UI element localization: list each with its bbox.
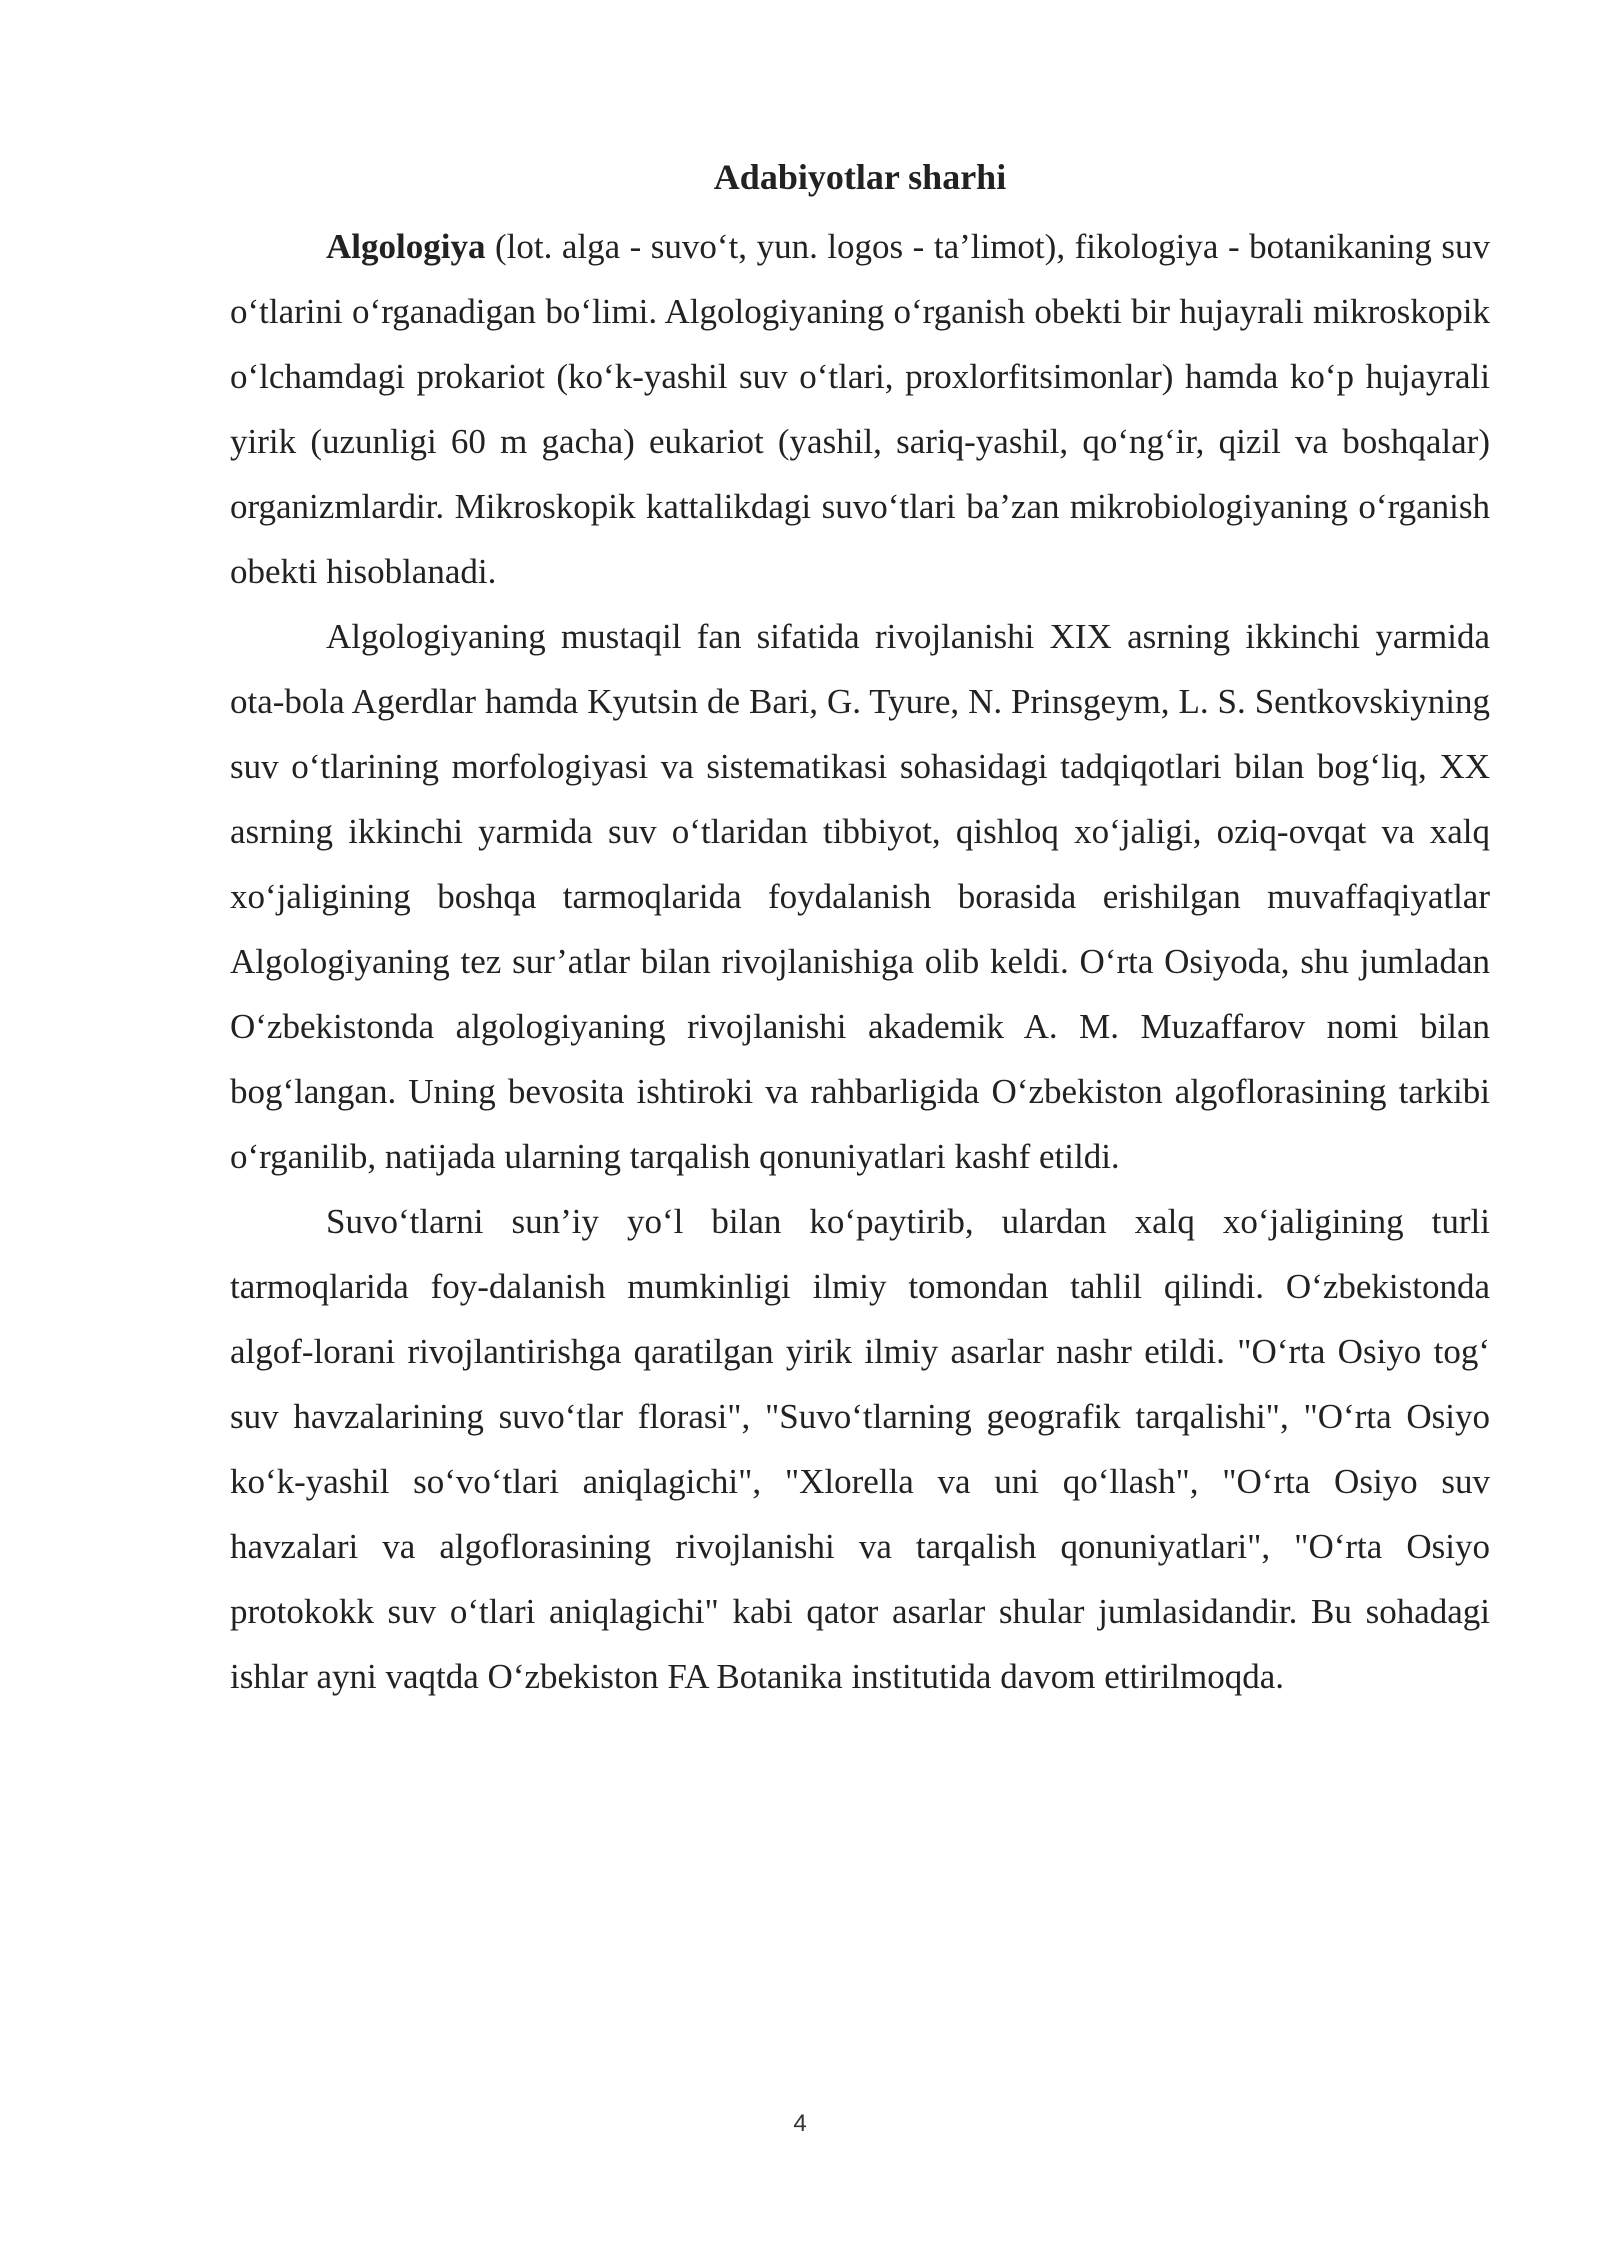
paragraph-1-text: (lot. alga - suvo‘t, yun. logos - ta’limot), fikologiya - botanikaning suv o‘tlarini o‘rganadigan bo‘limi. Algologiyaning o‘rganish obekti bir hujayrali mikroskopik o‘lchamdagi prokariot (ko‘k-yashil suv o‘tlari, proxlorfitsimonlar) hamda ko‘p hujayrali yirik (uzunligi 60 m gacha) eukariot (yashil, sariq-yashil, qo‘ng‘ir, qizil va boshqalar) organizmlardir. Mikroskopik kattalikdagi suvo‘tlari ba’zan mikrobiologiyaning o‘rganish obekti hisoblanadi. bbox=[230, 227, 1490, 591]
page-content bbox=[230, 150, 1490, 1709]
paragraph-history: Algologiyaning mustaqil fan sifatida rivojlanishi XIX asrning ikkinchi yarmida ota-bola Agerdlar hamda Kyutsin de Bari, G. Tyure, N. Prinsgeym, L. S. Sentkovskiyning suv o‘tlarining morfologiyasi va sistematikasi sohasidagi tadqiqotlari bilan bog‘liq, XX asrning ikkinchi yarmida suv o‘tlaridan tibbiyot, qishloq xo‘jaligi, oziq-ovqat va xalq xo‘jaligining boshqa tarmoqlarida foydalanish borasida erishilgan muvaffaqiyatlar Algologiyaning tez sur’atlar bilan rivojlanishiga olib keldi. O‘rta Osiyoda, shu jumladan O‘zbekistonda algologiyaning rivojlanishi akademik A. M. Muzaffarov nomi bilan bog‘langan. Uning bevosita ishtiroki va rahbarligida O‘zbekiston algoflorasining tarkibi o‘rganilib, natijada ularning tarqalish qonuniyatlari kashf etildi. bbox=[230, 617, 1490, 1176]
page-number: 4 bbox=[793, 2110, 807, 2137]
paragraph-algologiya-definition bbox=[230, 214, 1490, 604]
section-title: Adabiyotlar sharhi bbox=[713, 157, 1007, 197]
lead-term: Algologiya bbox=[326, 227, 486, 266]
paragraph-publications: Suvo‘tlarni sun’iy yo‘l bilan ko‘paytirib, ulardan xalq xo‘jaligining turli tarmoqlarida foy-dalanish mumkinligi ilmiy tomondan tahlil qilindi. O‘zbekistonda algof-lorani rivojlantirishga qaratilgan yirik ilmiy asarlar nashr etildi. "O‘rta Osiyo tog‘ suv havzalarining suvo‘tlar florasi", "Suvo‘tlarning geografik tarqalishi", "O‘rta Osiyo ko‘k-yashil so‘vo‘tlari aniqlagichi", "Xlorella va uni qo‘llash", "O‘rta Osiyo suv havzalari va algoflorasining rivojlanishi va tarqalish qonuniyatlari", "O‘rta Osiyo protokokk suv o‘tlari aniqlagichi" kabi qator asarlar shular jumlasidandir. Bu sohadagi ishlar ayni vaqtda O‘zbekiston FA Botanika institutida davom ettirilmoqda. bbox=[230, 1202, 1490, 1696]
